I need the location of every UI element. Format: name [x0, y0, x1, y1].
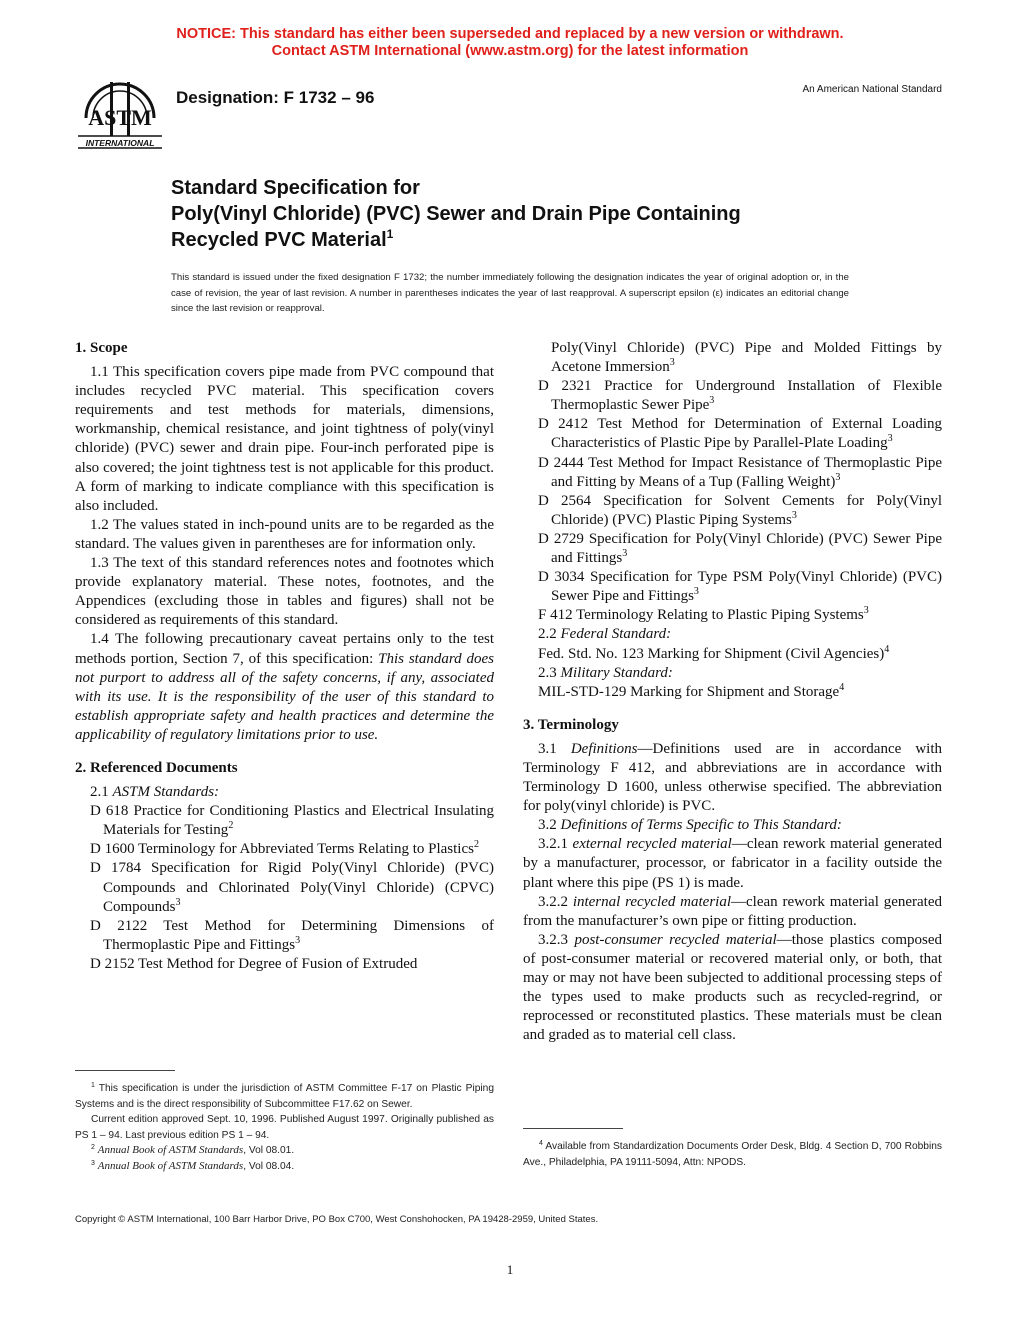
issued-note: This standard is issued under the fixed designation F 1732; the number immediately following the designation indicates the year of original adoption or, in the case of revision, the year of last revision. A number in parentheses indicates the year of last reapproval. A superscript epsilon (ε) indicates an editorial change since the last revision or reapproval. — [171, 272, 849, 314]
ref-mil-129 — [523, 683, 942, 702]
scope-1-4-caveat: This standard does not purport to address all of the safety concerns, if any, associated with its use. It is the responsibility of the user of this standard to establish appropriate safety and health practices and determine the applicability of regulatory limitations prior to use. — [75, 650, 494, 743]
footnotes-right — [523, 1139, 942, 1170]
footnote-4-text: Available from Standardization Documents Order Desk, Bldg. 4 Section D, 700 Robbins Ave., Philadelphia, PA 19111-5094, Attn: NPODS. — [523, 1141, 942, 1168]
term-3-2-2-text: —clean rework material generated from the manufacturer’s own pipe or fitting production. — [523, 893, 942, 929]
ref-mil-129-text: MIL-STD-129 Marking for Shipment and Storage — [538, 683, 840, 700]
footnote-3-book: Annual Book of ASTM Standards — [97, 1159, 244, 1172]
left-ref-list — [75, 802, 494, 974]
ref-d2122-text: D 2122 Test Method for Determining Dimensions of Thermoplastic Pipe and Fittings — [90, 917, 494, 953]
ref-d618-text: D 618 Practice for Conditioning Plastics and Electrical Insulating Materials for Testing — [90, 803, 494, 839]
footnote-2-mark: 2 — [91, 1144, 95, 1151]
term-3-2-3-term: post-consumer recycled material — [574, 931, 777, 948]
astm-logo — [74, 78, 166, 150]
ref-d2444-fn: 3 — [835, 471, 841, 483]
ref-d2152-cont-text: Poly(Vinyl Chloride) (PVC) Pipe and Molded Fittings by Acetone Immersion — [551, 340, 942, 376]
scope-1-4-lead: 1.4 The following precautionary caveat pertains only to the test methods portion, Section 7, of this specification: — [75, 631, 494, 667]
ref-d2321-text: D 2321 Practice for Underground Installation of Flexible Thermoplastic Sewer Pipe — [538, 378, 942, 414]
term-3-2-3-num: 3.2.3 — [538, 931, 575, 948]
ref-d618 — [90, 802, 494, 840]
footnote-3 — [75, 1159, 494, 1175]
term-3-2-num: 3.2 — [538, 817, 561, 834]
ref-fed-123-text: Fed. Std. No. 123 Marking for Shipment (Civil Agencies) — [538, 645, 885, 662]
military-standard-label — [523, 664, 942, 683]
copyright: Copyright © ASTM International, 100 Barr Harbor Drive, PO Box C700, West Conshohocken, PA 19428-2959, United States. — [75, 1214, 599, 1225]
term-3-2-2 — [523, 893, 942, 931]
term-3-1-text: —Definitions used are in accordance with Terminology F 412, and abbreviations are in accordance with Terminology D 1600, unless otherwise specified. The abbreviation for poly(vinyl chloride) is PVC. — [523, 740, 943, 815]
ref-d3034 — [538, 568, 942, 606]
right-column — [523, 339, 942, 1045]
term-3-1-num: 3.1 — [538, 740, 571, 757]
ref-d2729-text: D 2729 Specification for Poly(Vinyl Chloride) (PVC) Sewer Pipe and Fittings — [538, 530, 942, 567]
notice-line-1: NOTICE: This standard has either been superseded and replaced by a new version or withdrawn. — [176, 26, 844, 42]
term-3-2-1-term: external recycled material — [572, 836, 732, 853]
footnote-2-vol: , Vol 08.01. — [243, 1145, 295, 1156]
term-3-2-term: Definitions of Terms Specific to This Standard: — [560, 817, 842, 834]
page-number: 1 — [506, 1262, 514, 1277]
notice-line-2: Contact ASTM International (www.astm.org) for the latest information — [271, 43, 749, 59]
ref-d2122-fn: 3 — [295, 934, 301, 946]
ref-d618-fn: 2 — [228, 820, 234, 832]
astm-logo-icon — [74, 78, 166, 150]
referenced-heading: 2. Referenced Documents — [75, 759, 238, 776]
ref-d2152-fn: 3 — [669, 357, 675, 369]
footnote-rule-left — [75, 1070, 175, 1071]
ref-d1600 — [90, 840, 494, 859]
ref-f412-text: F 412 Terminology Relating to Plastic Piping Systems — [538, 607, 864, 624]
ref-d2729-fn: 3 — [622, 548, 628, 560]
military-standard-text: Military Standard: — [560, 664, 673, 681]
ref-d2564-fn: 3 — [791, 509, 797, 521]
astm-standards-num: 2.1 — [90, 784, 113, 801]
term-3-2-2-num: 3.2.2 — [538, 893, 573, 910]
ref-f412-fn: 3 — [863, 605, 869, 617]
ref-d2412-fn: 3 — [887, 433, 893, 445]
ref-d2122 — [90, 917, 494, 955]
term-3-2-1-text: —clean rework material generated by a manufacturer, processor, or fabricator in a facility outside the plant where this pipe (PS 1) is made. — [523, 836, 943, 891]
ref-d2321-fn: 3 — [709, 395, 715, 407]
document-title — [171, 175, 951, 253]
scope-1-1: 1.1 This specification covers pipe made from PVC compound that includes recycled PVC material. This specification covers requirements and test methods for materials, dimensions, workmanship, chemical resistance, and joint tightness of poly(vinyl chloride) (PVC) sewer and drain pipe. Four-inch perforated pipe is also covered; the joint tightness test is not applicable for this product. A form of marking to indicate compliance with this specification is also included. — [75, 364, 494, 514]
ref-d2564-text: D 2564 Specification for Solvent Cements for Poly(Vinyl Chloride) (PVC) Plastic Piping Systems — [538, 492, 942, 528]
american-national-standard-label: An American National Standard — [802, 84, 942, 95]
astm-standards-text: ASTM Standards: — [112, 784, 220, 801]
scope-heading: 1. Scope — [75, 340, 128, 356]
ref-f412 — [538, 606, 942, 625]
ref-d2321 — [538, 377, 942, 415]
footnote-3-vol: , Vol 08.04. — [243, 1160, 295, 1172]
term-3-1 — [523, 740, 942, 816]
footnote-2 — [75, 1143, 494, 1159]
ref-d2444-text: D 2444 Test Method for Impact Resistance of Thermoplastic Pipe and Fitting by Means of a Tup (Falling Weight) — [538, 454, 942, 490]
ref-d3034-fn: 3 — [693, 586, 699, 598]
ref-fed-123-fn: 4 — [884, 643, 890, 655]
ref-d2412 — [538, 415, 942, 453]
federal-standard-text: Federal Standard: — [560, 626, 672, 643]
title-line-3 — [171, 227, 951, 253]
footnote-1-text: This specification is under the jurisdiction of ASTM Committee F-17 on Plastic Piping Systems and is the direct responsibility of Subcommittee F17.62 on Sewer. — [75, 1083, 494, 1110]
scope-1-4 — [75, 630, 494, 745]
term-3-2-2-term: internal recycled material — [572, 893, 731, 910]
ref-d2564 — [538, 492, 942, 530]
astm-standards-label — [75, 783, 494, 802]
ref-d2444 — [538, 454, 942, 492]
federal-standard-num: 2.2 — [538, 626, 561, 643]
logo-text: ASTM — [88, 105, 152, 130]
term-3-2 — [523, 816, 942, 835]
footnote-1 — [75, 1081, 494, 1112]
left-column — [75, 339, 494, 974]
logo-subtext: INTERNATIONAL — [85, 138, 155, 148]
title-line-3-text: Recycled PVC Material — [171, 229, 387, 251]
terminology-heading: 3. Terminology — [523, 716, 619, 733]
right-ref-list — [523, 339, 942, 625]
ref-d3034-text: D 3034 Specification for Type PSM Poly(Vinyl Chloride) (PVC) Sewer Pipe and Fittings — [538, 569, 942, 605]
ref-d1600-fn: 2 — [473, 839, 479, 851]
title-line-1: Standard Specification for — [171, 177, 420, 199]
term-3-2-3 — [523, 931, 942, 1046]
ref-mil-129-fn: 4 — [839, 681, 845, 693]
ref-d2152-cont — [538, 339, 942, 377]
footnote-4 — [523, 1139, 942, 1170]
term-3-1-term: Definitions — [570, 740, 638, 757]
ref-d1784-fn: 3 — [175, 896, 181, 908]
footnotes-left — [75, 1081, 494, 1174]
designation: Designation: F 1732 – 96 — [176, 88, 375, 107]
ref-fed-123 — [523, 645, 942, 664]
term-3-2-1-num: 3.2.1 — [538, 836, 573, 853]
withdrawal-notice — [0, 26, 1020, 60]
title-line-2: Poly(Vinyl Chloride) (PVC) Sewer and Drain Pipe Containing — [171, 203, 741, 225]
ref-d1784 — [90, 859, 494, 916]
federal-standard-label — [523, 625, 942, 644]
scope-1-2: 1.2 The values stated in inch-pound units are to be regarded as the standard. The values given in parentheses are for information only. — [75, 516, 494, 552]
military-standard-num: 2.3 — [538, 664, 561, 681]
term-3-2-1 — [523, 835, 942, 892]
footnote-rule-right — [523, 1128, 623, 1129]
footnote-2-book: Annual Book of ASTM Standards — [97, 1144, 244, 1156]
ref-d1784-text: D 1784 Specification for Rigid Poly(Vinyl Chloride) (PVC) Compounds and Chlorinated Poly(Vinyl Chloride) (CPVC) Compounds — [90, 860, 494, 915]
ref-d1600-text: D 1600 Terminology for Abbreviated Terms Relating to Plastics — [90, 841, 474, 858]
ref-d2152-start: D 2152 Test Method for Degree of Fusion of Extruded — [90, 955, 418, 972]
ref-d2412-text: D 2412 Test Method for Determination of External Loading Characteristics of Plastic Pipe by Parallel-Plate Loading — [538, 416, 942, 452]
footnote-4-mark: 4 — [539, 1140, 543, 1147]
title-footnote-mark: 1 — [386, 227, 394, 241]
footnote-1-mark: 1 — [91, 1082, 95, 1089]
ref-d2729 — [538, 530, 942, 568]
footnote-3-mark: 3 — [91, 1159, 95, 1167]
scope-1-3: 1.3 The text of this standard references notes and footnotes which provide explanatory material. These notes, footnotes, and the Appendices (excluding those in tables and figures) shall not be considered as requirements of this standard. — [75, 555, 494, 629]
footnote-1-edition: Current edition approved Sept. 10, 1996. Published August 1997. Originally published as PS 1 – 94. Last previous edition PS 1 – 94. — [75, 1114, 494, 1141]
term-3-2-3-text: —those plastics composed of post-consumer material or recovered material only, or both, that may or may not have been subjected to additional processing steps of the types used to make products such as recycled-regrind, or reprocessed or reconstituted plastics. These materials must be clean and graded as to material cell class. — [523, 931, 943, 1044]
